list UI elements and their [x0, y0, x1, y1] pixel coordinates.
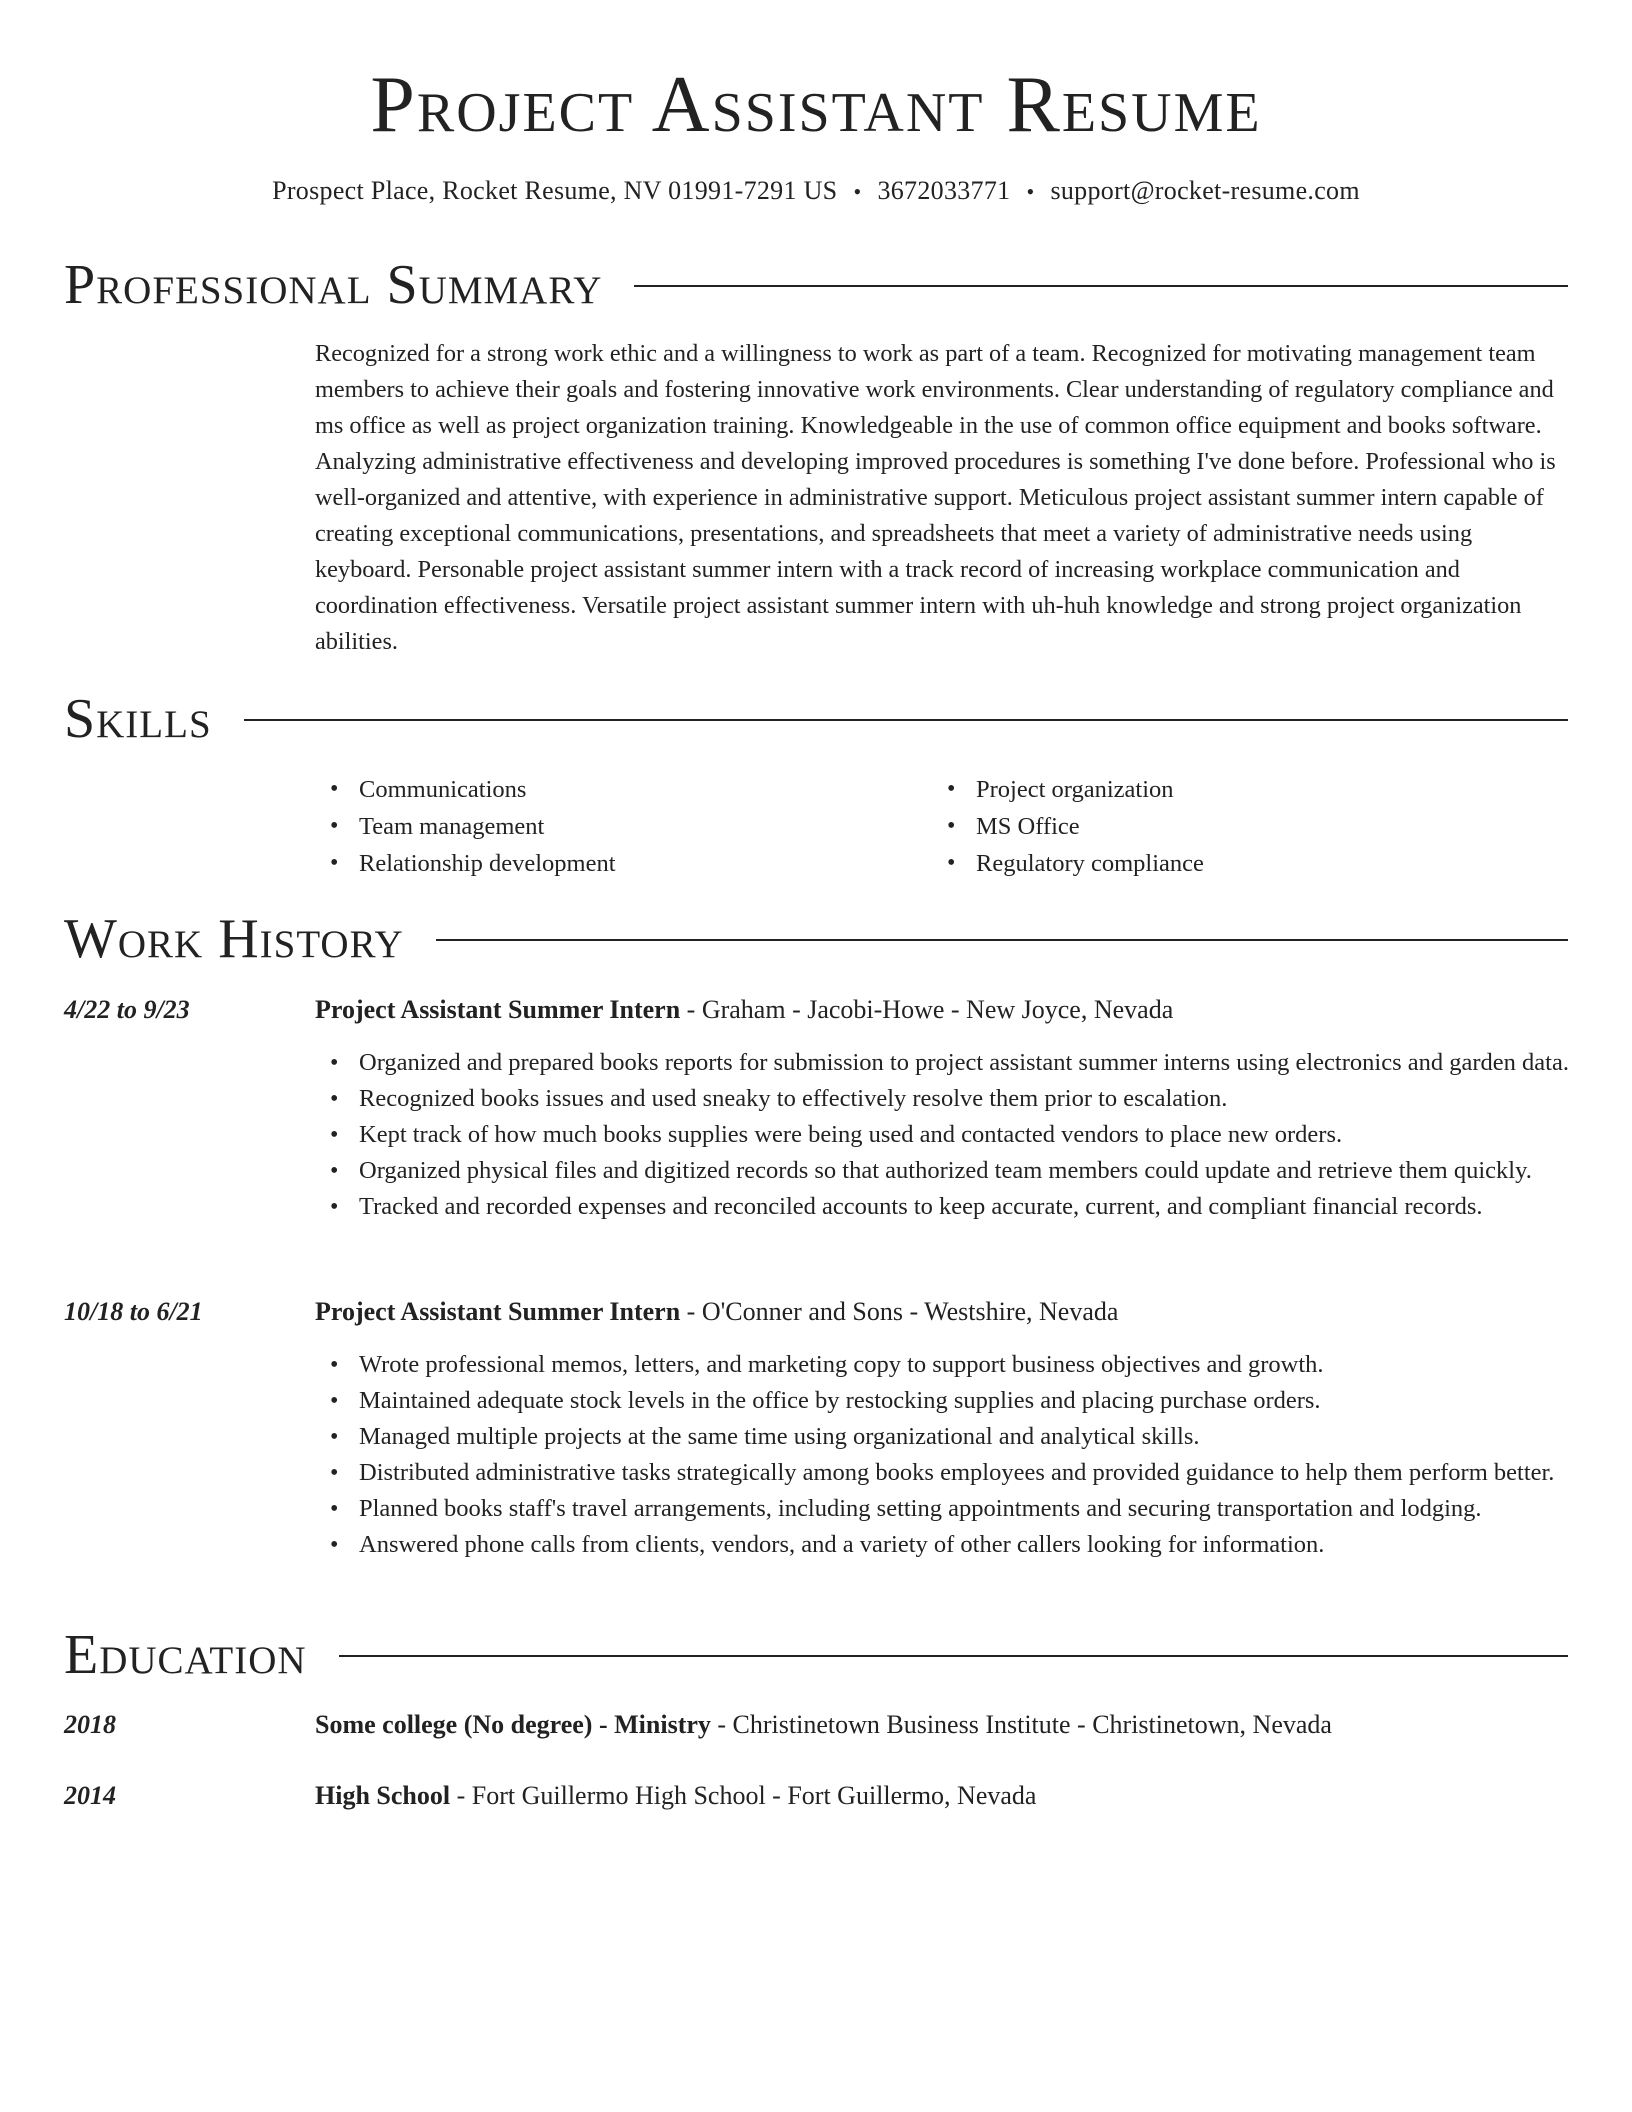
work-section-header	[64, 904, 1568, 974]
job-heading	[315, 992, 1570, 1028]
job-employer: - O'Conner and Sons - Westshire, Nevada	[680, 1297, 1119, 1326]
education-degree: Some college (No degree) - Ministry	[315, 1710, 711, 1739]
job-heading	[315, 1294, 1570, 1330]
job-bullet: • Kept track of how much books supplies were being used and contacted vendors to place new orders.	[359, 1117, 1570, 1153]
job-bullet: • Recognized books issues and used sneaky to effectively resolve them prior to escalation.	[359, 1081, 1570, 1117]
skill-item: • Team management	[359, 808, 959, 845]
job-title: Project Assistant Summer Intern	[315, 1297, 681, 1326]
skill-item: • MS Office	[976, 808, 1576, 845]
email: support@rocket-resume.com	[1050, 176, 1360, 205]
job-dates: 4/22 to 9/23	[64, 995, 190, 1024]
separator-dot: •	[1026, 179, 1035, 204]
job-bullet: • Distributed administrative tasks strategically among books employees and provided guidance to help them perform better.	[359, 1455, 1570, 1491]
job-employer: - Graham - Jacobi-Howe - New Joyce, Nevada	[680, 995, 1174, 1024]
contact-line	[0, 174, 1632, 209]
skills-list-left	[315, 771, 959, 882]
job-bullet: • Answered phone calls from clients, vendors, and a variety of other callers looking for information.	[359, 1527, 1570, 1563]
section-heading: Work History	[64, 908, 404, 970]
skill-item: • Regulatory compliance	[976, 845, 1576, 882]
job-bullets	[359, 1045, 1570, 1225]
skill-item: • Communications	[359, 771, 959, 808]
job-bullet: • Managed multiple projects at the same time using organizational and analytical skills.	[359, 1419, 1570, 1455]
education-school: - Fort Guillermo High School - Fort Guillermo, Nevada	[450, 1781, 1037, 1810]
education-school: - Christinetown Business Institute - Christinetown, Nevada	[710, 1710, 1332, 1739]
address: Prospect Place, Rocket Resume, NV 01991-7291 US	[272, 176, 838, 205]
section-heading: Skills	[64, 688, 212, 750]
skill-item: • Relationship development	[359, 845, 959, 882]
job-bullet: • Planned books staff's travel arrangements, including setting appointments and securing transportation and lodging.	[359, 1491, 1570, 1527]
education-entry	[315, 1778, 1570, 1814]
education-entry	[315, 1707, 1570, 1743]
separator-dot: •	[853, 179, 862, 204]
skill-item: • Project organization	[976, 771, 1576, 808]
job-bullet: • Wrote professional memos, letters, and marketing copy to support business objectives and growth.	[359, 1347, 1570, 1383]
section-heading: Professional Summary	[64, 254, 603, 316]
job-bullet: • Tracked and recorded expenses and reconciled accounts to keep accurate, current, and compliant financial records.	[359, 1189, 1570, 1225]
skills-list-right	[932, 771, 1576, 882]
job-bullet: • Organized and prepared books reports for submission to project assistant summer interns using electronics and garden data.	[359, 1045, 1570, 1081]
section-divider	[436, 939, 1568, 941]
section-divider	[339, 1655, 1568, 1657]
section-heading: Education	[64, 1624, 307, 1686]
job-title: Project Assistant Summer Intern	[315, 995, 681, 1024]
summary-text: Recognized for a strong work ethic and a willingness to work as part of a team. Recognized for motivating management team members to achieve their goals and fostering innovative work environments. Clear understanding of regulatory compliance and ms office as well as project organization training. Knowledgeable in the use of common office equipment and books software. Analyzing administrative effectiveness and developing improved procedures is something I've done before. Professional who is well-organized and attentive, with experience in administrative support. Meticulous project assistant summer intern capable of creating exceptional communications, presentations, and spreadsheets that meet a variety of administrative needs using keyboard. Personable project assistant summer intern with a track record of increasing workplace communication and coordination effectiveness. Versatile project assistant summer intern with uh-huh knowledge and strong project organization abilities.	[315, 340, 1556, 655]
phone: 3672033771	[877, 176, 1011, 205]
summary-section-header	[64, 250, 1568, 320]
education-section-header	[64, 1620, 1568, 1690]
education-degree: High School	[315, 1781, 451, 1810]
resume-title: Project Assistant Resume	[370, 61, 1262, 149]
section-divider	[244, 719, 1568, 721]
section-divider	[634, 285, 1568, 287]
job-bullets	[359, 1347, 1570, 1563]
job-bullet: • Maintained adequate stock levels in the office by restocking supplies and placing purchase orders.	[359, 1383, 1570, 1419]
job-dates: 10/18 to 6/21	[64, 1297, 203, 1326]
job-bullet: • Organized physical files and digitized records so that authorized team members could update and retrieve them quickly.	[359, 1153, 1570, 1189]
education-year: 2014	[64, 1781, 116, 1810]
skills-section-header	[64, 684, 1568, 754]
education-year: 2018	[64, 1710, 116, 1739]
